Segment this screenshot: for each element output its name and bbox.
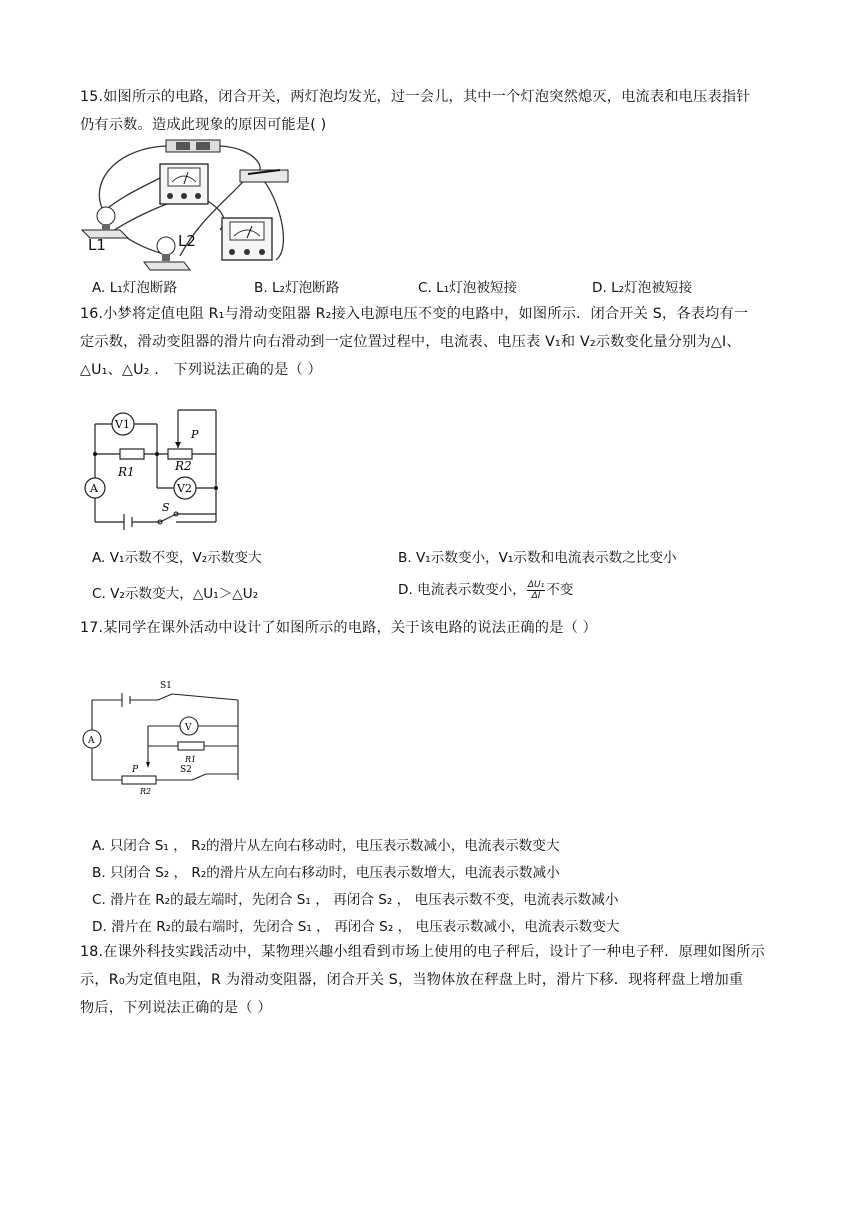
- q17-label-r1: R1: [185, 755, 197, 764]
- q17-option-c[interactable]: C. 滑片在 R₂的最左端时，先闭合 S₁ ， 再闭合 S₂ ， 电压表示数不变，电流表示数减小: [92, 892, 619, 908]
- q16-label-v2: V2: [177, 482, 192, 495]
- q16-option-d[interactable]: [398, 578, 573, 601]
- q16-option-c[interactable]: C. V₂示数变大，△U₁＞△U₂: [92, 586, 259, 602]
- q15-circuit-figure: [80, 138, 300, 272]
- q16-option-a[interactable]: A. V₁示数不变，V₂示数变大: [92, 550, 262, 566]
- delta-ratio-fraction: [527, 580, 545, 601]
- q15-label-l1: L1: [88, 236, 106, 254]
- q17-label-a: A: [88, 736, 95, 746]
- q17-label-r2: R2: [140, 787, 152, 796]
- q16-label-a: A: [90, 482, 98, 495]
- q16-label-p: P: [191, 428, 199, 441]
- q18-stem-line3: 物后，下列说法正确的是（ ）: [80, 1000, 272, 1016]
- q15-stem-line1: 15.如图所示的电路，闭合开关，两灯泡均发光，过一会儿，其中一个灯泡突然熄灭，电流表和电压表指针: [80, 89, 751, 105]
- q16-label-s: S: [162, 501, 170, 514]
- q18-stem-line1: 18.在课外科技实践活动中，某物理兴趣小组看到市场上使用的电子秤后，设计了一种电子秤．原理如图所示: [80, 944, 765, 960]
- q15-stem-line2: 仍有示数。造成此现象的原因可能是( ): [80, 117, 327, 133]
- q16-label-v1: V1: [115, 418, 130, 431]
- q18-stem-line2: 示，R₀为定值电阻，R 为滑动变阻器，闭合开关 S，当物体放在秤盘上时，滑片下移．现将秤盘上增加重: [80, 972, 744, 988]
- q16-label-r1: R1: [118, 465, 135, 479]
- q17-option-a[interactable]: A. 只闭合 S₁ ， R₂的滑片从左向右移动时，电压表示数减小，电流表示数变大: [92, 838, 560, 854]
- q17-label-s1: S1: [160, 681, 172, 691]
- q16-option-d-suffix: 不变: [546, 582, 574, 598]
- q15-option-d[interactable]: D. L₂灯泡被短接: [592, 280, 693, 296]
- q16-stem-line3: △U₁、△U₂ ． 下列说法正确的是（ ）: [80, 362, 322, 378]
- q15-label-l2: L2: [178, 232, 196, 250]
- q17-label-v: V: [185, 723, 192, 733]
- q16-option-b[interactable]: B. V₁示数变小，V₁示数和电流表示数之比变小: [398, 550, 677, 566]
- q16-option-d-prefix: D. 电流表示数变小，: [398, 582, 526, 598]
- q15-option-c[interactable]: C. L₁灯泡被短接: [418, 280, 518, 296]
- fraction-numerator: ΔU₁: [527, 579, 545, 590]
- q16-circuit-diagram: [80, 408, 230, 534]
- q16-stem-line2: 定示数，滑动变阻器的滑片向右滑动到一定位置过程中，电流表、电压表 V₁和 V₂示数变化量分别为△I、: [80, 334, 741, 350]
- q17-label-s2: S2: [180, 765, 192, 775]
- q17-option-d[interactable]: D. 滑片在 R₂的最右端时，先闭合 S₁ ， 再闭合 S₂ ， 电压表示数减小，电流表示数变大: [92, 919, 620, 935]
- fraction-denominator: ΔI: [531, 590, 541, 601]
- q17-circuit-diagram: [80, 676, 242, 798]
- q16-stem-line1: 16.小梦将定值电阻 R₁与滑动变阻器 R₂接入电源电压不变的电路中，如图所示．闭合开关 S，各表均有一: [80, 306, 749, 322]
- q16-label-r2: R2: [175, 459, 192, 473]
- bulb-icon: [97, 207, 115, 225]
- bulb-icon: [157, 237, 175, 255]
- q17-option-b[interactable]: B. 只闭合 S₂ ， R₂的滑片从左向右移动时，电压表示数增大，电流表示数减小: [92, 865, 560, 881]
- q15-option-a[interactable]: A. L₁灯泡断路: [92, 280, 178, 296]
- q17-label-p: P: [132, 765, 139, 775]
- q17-stem-line1: 17.某同学在课外活动中设计了如图所示的电路，关于该电路的说法正确的是（ ）: [80, 620, 598, 636]
- q15-option-b[interactable]: B. L₂灯泡断路: [254, 280, 340, 296]
